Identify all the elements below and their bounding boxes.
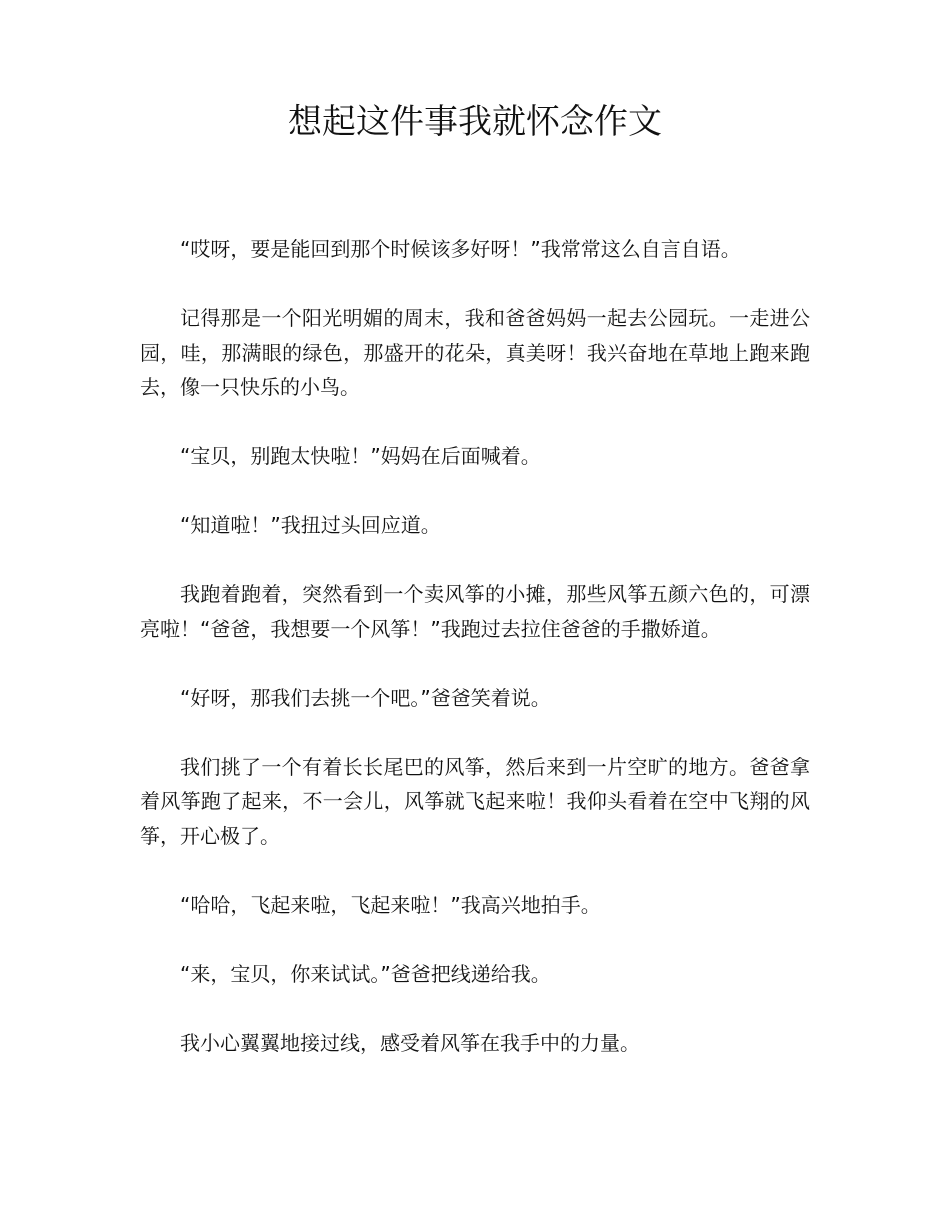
article-body: [140, 232, 810, 1095]
paragraph: 记得那是一个阳光明媚的周末，我和爸爸妈妈一起去公园玩。一走进公园，哇，那满眼的绿色，那盛开的花朵，真美呀！我兴奋地在草地上跑来跑去，像一只快乐的小鸟。: [140, 306, 810, 399]
paragraph: 我们挑了一个有着长长尾巴的风筝，然后来到一片空旷的地方。爸爸拿着风筝跑了起来，不一会儿，风筝就飞起来啦！我仰头看着在空中飞翔的风筝，开心极了。: [140, 754, 810, 848]
paragraph: 我小心翼翼地接过线，感受着风筝在我手中的力量。: [180, 1030, 640, 1055]
paragraph: “宝贝，别跑太快啦！”妈妈在后面喊着。: [180, 444, 541, 468]
page-title: 想起这件事我就怀念作文: [288, 102, 662, 142]
paragraph: “好呀，那我们去挑一个吧。”爸爸笑着说。: [180, 685, 551, 710]
paragraph: 我跑着跑着，突然看到一个卖风筝的小摊，那些风筝五颜六色的，可漂亮啦！“爸爸，我想要一个风筝！”我跑过去拉住爸爸的手撒娇道。: [140, 582, 810, 641]
paragraph: “来，宝贝，你来试试。”爸爸把线递给我。: [180, 961, 551, 986]
paragraph: “知道啦！”我扭过头回应道。: [180, 513, 441, 537]
paragraph: “哎呀，要是能回到那个时候该多好呀！”我常常这么自言自语。: [180, 237, 741, 261]
paragraph: “哈哈，飞起来啦，飞起来啦！”我高兴地拍手。: [180, 892, 601, 917]
